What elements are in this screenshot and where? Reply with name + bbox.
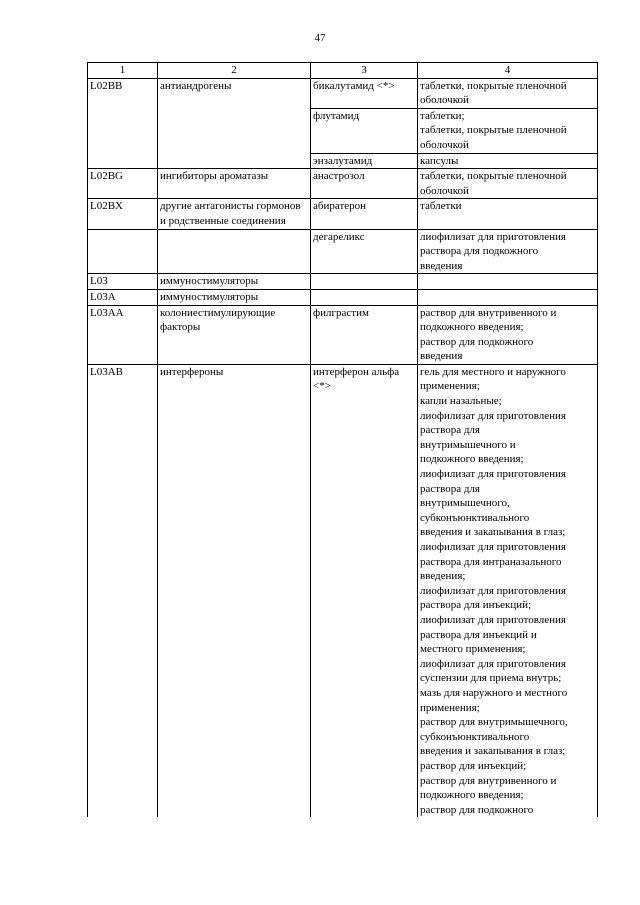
dosage-form-line: внутримышечного,	[420, 497, 510, 510]
atc-group-cell: колониестимулирующие факторы	[158, 305, 311, 364]
dosage-form-line: таблетки	[420, 200, 462, 213]
dosage-form-line: подкожного введения;	[420, 321, 524, 334]
dosage-form-line: раствор для внутримышечного,	[420, 716, 568, 729]
atc-code-cell: L03AA	[88, 305, 158, 364]
atc-group-cell: антиандрогены	[158, 78, 311, 169]
drug-name-cell	[311, 274, 418, 290]
atc-code-cell: L02BX	[88, 199, 158, 229]
drug-name-cell: интерферон альфа <*>	[311, 364, 418, 817]
table-row	[88, 305, 598, 364]
atc-code-cell: L03	[88, 274, 158, 290]
atc-group-cell: интерфероны	[158, 364, 311, 817]
dosage-form-cell	[418, 289, 598, 305]
dosage-form-line: раствора для инъекций;	[420, 599, 532, 612]
atc-code-cell: L02BB	[88, 78, 158, 169]
dosage-form-line: лиофилизат для приготовления	[420, 409, 566, 422]
dosage-form-line: раствор для внутривенного и	[420, 306, 557, 319]
table-row	[88, 364, 598, 817]
dosage-form-line: лиофилизат для приготовления	[420, 230, 566, 243]
drug-name-cell: флутамид	[311, 108, 418, 153]
dosage-form-line: раствор для подкожного	[420, 335, 534, 348]
dosage-form-line: лиофилизат для приготовления	[420, 613, 566, 626]
dosage-form-line: субконъюнктивального	[420, 730, 530, 743]
dosage-form-line: введения	[420, 259, 463, 272]
dosage-form-line: введения и закапывания в глаз;	[420, 745, 566, 758]
dosage-form-line: суспензии для приема внутрь;	[420, 672, 562, 685]
drug-table	[87, 62, 598, 817]
drug-name-cell: бикалутамид <*>	[311, 78, 418, 108]
table-row	[88, 169, 598, 199]
dosage-form-cell	[418, 153, 598, 169]
dosage-form-line: местного применения;	[420, 643, 526, 656]
dosage-form-line: капли назальные;	[420, 395, 502, 408]
column-header: 1	[88, 63, 158, 79]
column-header: 4	[418, 63, 598, 79]
dosage-form-line: оболочкой	[420, 138, 469, 151]
column-header: 2	[158, 63, 311, 79]
dosage-form-line: мазь для наружного и местного	[420, 686, 568, 699]
dosage-form-line: раствор для подкожного	[420, 803, 534, 816]
atc-code-cell: L03AB	[88, 364, 158, 817]
dosage-form-line: внутримышечного и	[420, 438, 516, 451]
dosage-form-cell	[418, 305, 598, 364]
dosage-form-line: лиофилизат для приготовления	[420, 468, 566, 481]
dosage-form-cell	[418, 229, 598, 274]
atc-group-cell: ингибиторы ароматазы	[158, 169, 311, 199]
table-header-row	[88, 63, 598, 79]
dosage-form-cell	[418, 274, 598, 290]
dosage-form-line: раствор для инъекций;	[420, 759, 527, 772]
dosage-form-line: подкожного введения;	[420, 789, 524, 802]
dosage-form-line: введения	[420, 350, 463, 363]
dosage-form-line: таблетки;	[420, 109, 465, 122]
atc-group-cell	[158, 229, 311, 274]
dosage-form-line: раствора для	[420, 424, 480, 437]
atc-code-cell	[88, 229, 158, 274]
atc-group-cell: иммуностимуляторы	[158, 289, 311, 305]
dosage-form-line: введения и закапывания в глаз;	[420, 526, 566, 539]
dosage-form-line: раствора для подкожного	[420, 245, 539, 258]
column-header: 3	[311, 63, 418, 79]
dosage-form-line: раствора для	[420, 482, 480, 495]
table-row	[88, 199, 598, 229]
atc-code-cell: L02BG	[88, 169, 158, 199]
atc-code-cell: L03A	[88, 289, 158, 305]
drug-name-cell: дегареликс	[311, 229, 418, 274]
drug-name-cell: энзалутамид	[311, 153, 418, 169]
dosage-form-line: капсулы	[420, 154, 459, 167]
table-row	[88, 289, 598, 305]
dosage-form-line: таблетки, покрытые пленочной	[420, 124, 567, 137]
table-row	[88, 229, 598, 274]
dosage-form-line: введения;	[420, 570, 466, 583]
dosage-form-cell	[418, 78, 598, 108]
table-row	[88, 78, 598, 108]
dosage-form-line: лиофилизат для приготовления	[420, 584, 566, 597]
drug-name-cell	[311, 289, 418, 305]
dosage-form-line: таблетки, покрытые пленочной	[420, 79, 567, 92]
atc-group-cell: иммуностимуляторы	[158, 274, 311, 290]
dosage-form-line: лиофилизат для приготовления	[420, 541, 566, 553]
dosage-form-cell	[418, 108, 598, 153]
dosage-form-line: субконъюнктивального	[420, 511, 530, 524]
atc-group-cell: другие антагонисты гормонов и родственные соединения	[158, 199, 311, 229]
drug-name-cell: филграстим	[311, 305, 418, 364]
page-number: 47	[314, 32, 326, 44]
dosage-form-line: применения;	[420, 380, 480, 393]
table-body	[88, 78, 598, 817]
dosage-form-line: применения;	[420, 701, 480, 714]
dosage-form-line: лиофилизат для приготовления	[420, 657, 566, 670]
dosage-form-line: таблетки, покрытые пленочной	[420, 170, 567, 183]
dosage-form-line: раствора для интраназального	[420, 555, 562, 568]
drug-name-cell: анастрозол	[311, 169, 418, 199]
dosage-form-line: подкожного введения;	[420, 453, 524, 466]
dosage-form-line: гель для местного и наружного	[420, 365, 566, 378]
dosage-form-line: раствор для внутривенного и	[420, 774, 557, 787]
dosage-form-line: оболочкой	[420, 184, 469, 197]
dosage-form-cell	[418, 199, 598, 229]
dosage-form-cell	[418, 169, 598, 199]
table-row	[88, 274, 598, 290]
drug-name-cell: абиратерон	[311, 199, 418, 229]
dosage-form-cell	[418, 364, 598, 817]
dosage-form-line: оболочкой	[420, 94, 469, 107]
dosage-form-line: раствора для инъекций и	[420, 628, 537, 641]
